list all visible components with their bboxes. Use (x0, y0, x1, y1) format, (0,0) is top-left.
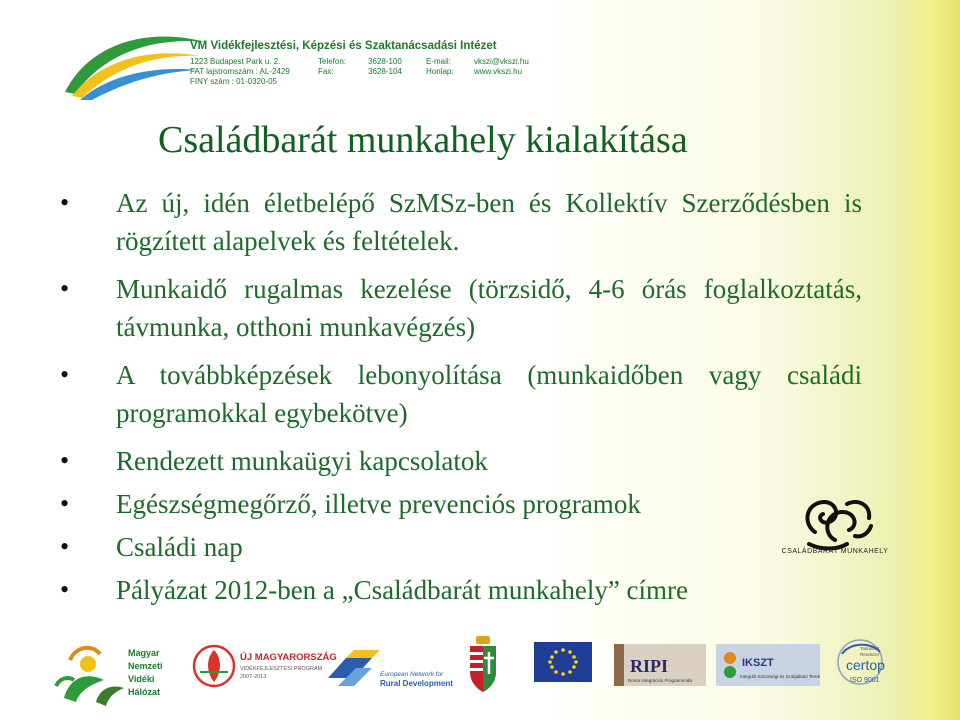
bullet-item: • Az új, idén életbelépő SzMSz-ben és Kollektív Szerződésben is rögzített alapelvek és feltételek. (60, 184, 862, 260)
ikszt-subtitle: Integrált Közösségi és Szolgáltató Terek (740, 674, 820, 679)
umvp-title: ÚJ MAGYARORSZÁG (240, 652, 337, 663)
address-text: 1223 Budapest Park u. 2. (190, 57, 281, 66)
phone-value: 3628-100 (368, 57, 402, 66)
mnvh-logo-icon (56, 648, 124, 706)
iso-text: ISO 9001 (850, 677, 880, 684)
enrd-text: European Network for (380, 671, 444, 678)
bullet-item: • Munkaidő rugalmas kezelése (törzsidő, 4-6 órás foglalkoztatás, távmunka, otthoni munkavégzés) (60, 270, 862, 346)
certop-text: certop (846, 657, 885, 673)
bullet-item: • A továbbképzések lebonyolítása (munkaidőben vagy családi programokkal egybekötve) (60, 356, 862, 432)
bullet-item: • Pályázat 2012-ben a „Családbarát munkahely” címre (60, 571, 862, 609)
eu-flag-icon (534, 642, 592, 682)
right-band (900, 0, 960, 720)
mnvh-text: Vidéki (128, 674, 155, 684)
umvp-logo-icon (194, 646, 234, 686)
csaladbarat-logo-text: CSALÁDBARÁT MUNKAHELY (781, 548, 889, 555)
email-value: vkszi@vkszi.hu (474, 57, 529, 66)
slide-title: Családbarát munkahely kialakítása (158, 119, 688, 161)
bullet-item: • Családi nap (60, 528, 862, 566)
email-label: E-mail: (426, 57, 451, 66)
umvp-years: 2007-2013 (240, 674, 267, 680)
vkszi-logo-icon (60, 22, 210, 100)
contact-row (190, 57, 529, 67)
fax-label: Fax: (318, 67, 334, 76)
enrd-text: Rural Development (380, 679, 453, 688)
contact-row (190, 77, 529, 87)
institute-contacts (190, 57, 529, 87)
phone-label: Telefon: (318, 57, 347, 66)
ripi-text: RIPI (630, 656, 669, 676)
mnvh-text: Nemzeti (128, 661, 163, 671)
bullet-item: • Rendezett munkaügyi kapcsolatok (60, 442, 862, 480)
bullet-item: • Egészségmegőrző, illetve prevenciós programok (60, 485, 862, 523)
contact-row (190, 67, 529, 77)
finy-text: FINY szám : 01-0320-05 (190, 77, 278, 86)
fax-value: 3628-104 (368, 67, 402, 76)
institute-name: VM Vidékfejlesztési, Képzési és Szaktanácsadási Intézet (190, 40, 497, 52)
footer-logos (0, 628, 960, 720)
registry-text: FAT lajstromszám : AL-2429 (190, 67, 290, 76)
ripi-subtitle: Roma Integrációs Programiroda (628, 678, 692, 683)
website-value: www.vkszi.hu (474, 67, 523, 76)
umvp-subtitle: VIDÉKFEJLESZTÉSI PROGRAM (240, 666, 323, 672)
hungarian-coat-of-arms-icon (470, 636, 496, 692)
website-label: Honlap: (426, 67, 454, 76)
mnvh-text: Magyar (128, 648, 160, 658)
ikszt-text: IKSZT (742, 657, 774, 669)
mnvh-text: Hálózat (128, 687, 161, 697)
certop-small: Rendszer (860, 652, 880, 657)
certop-small: Tanúsított (860, 646, 880, 651)
bullet-list (60, 184, 862, 614)
